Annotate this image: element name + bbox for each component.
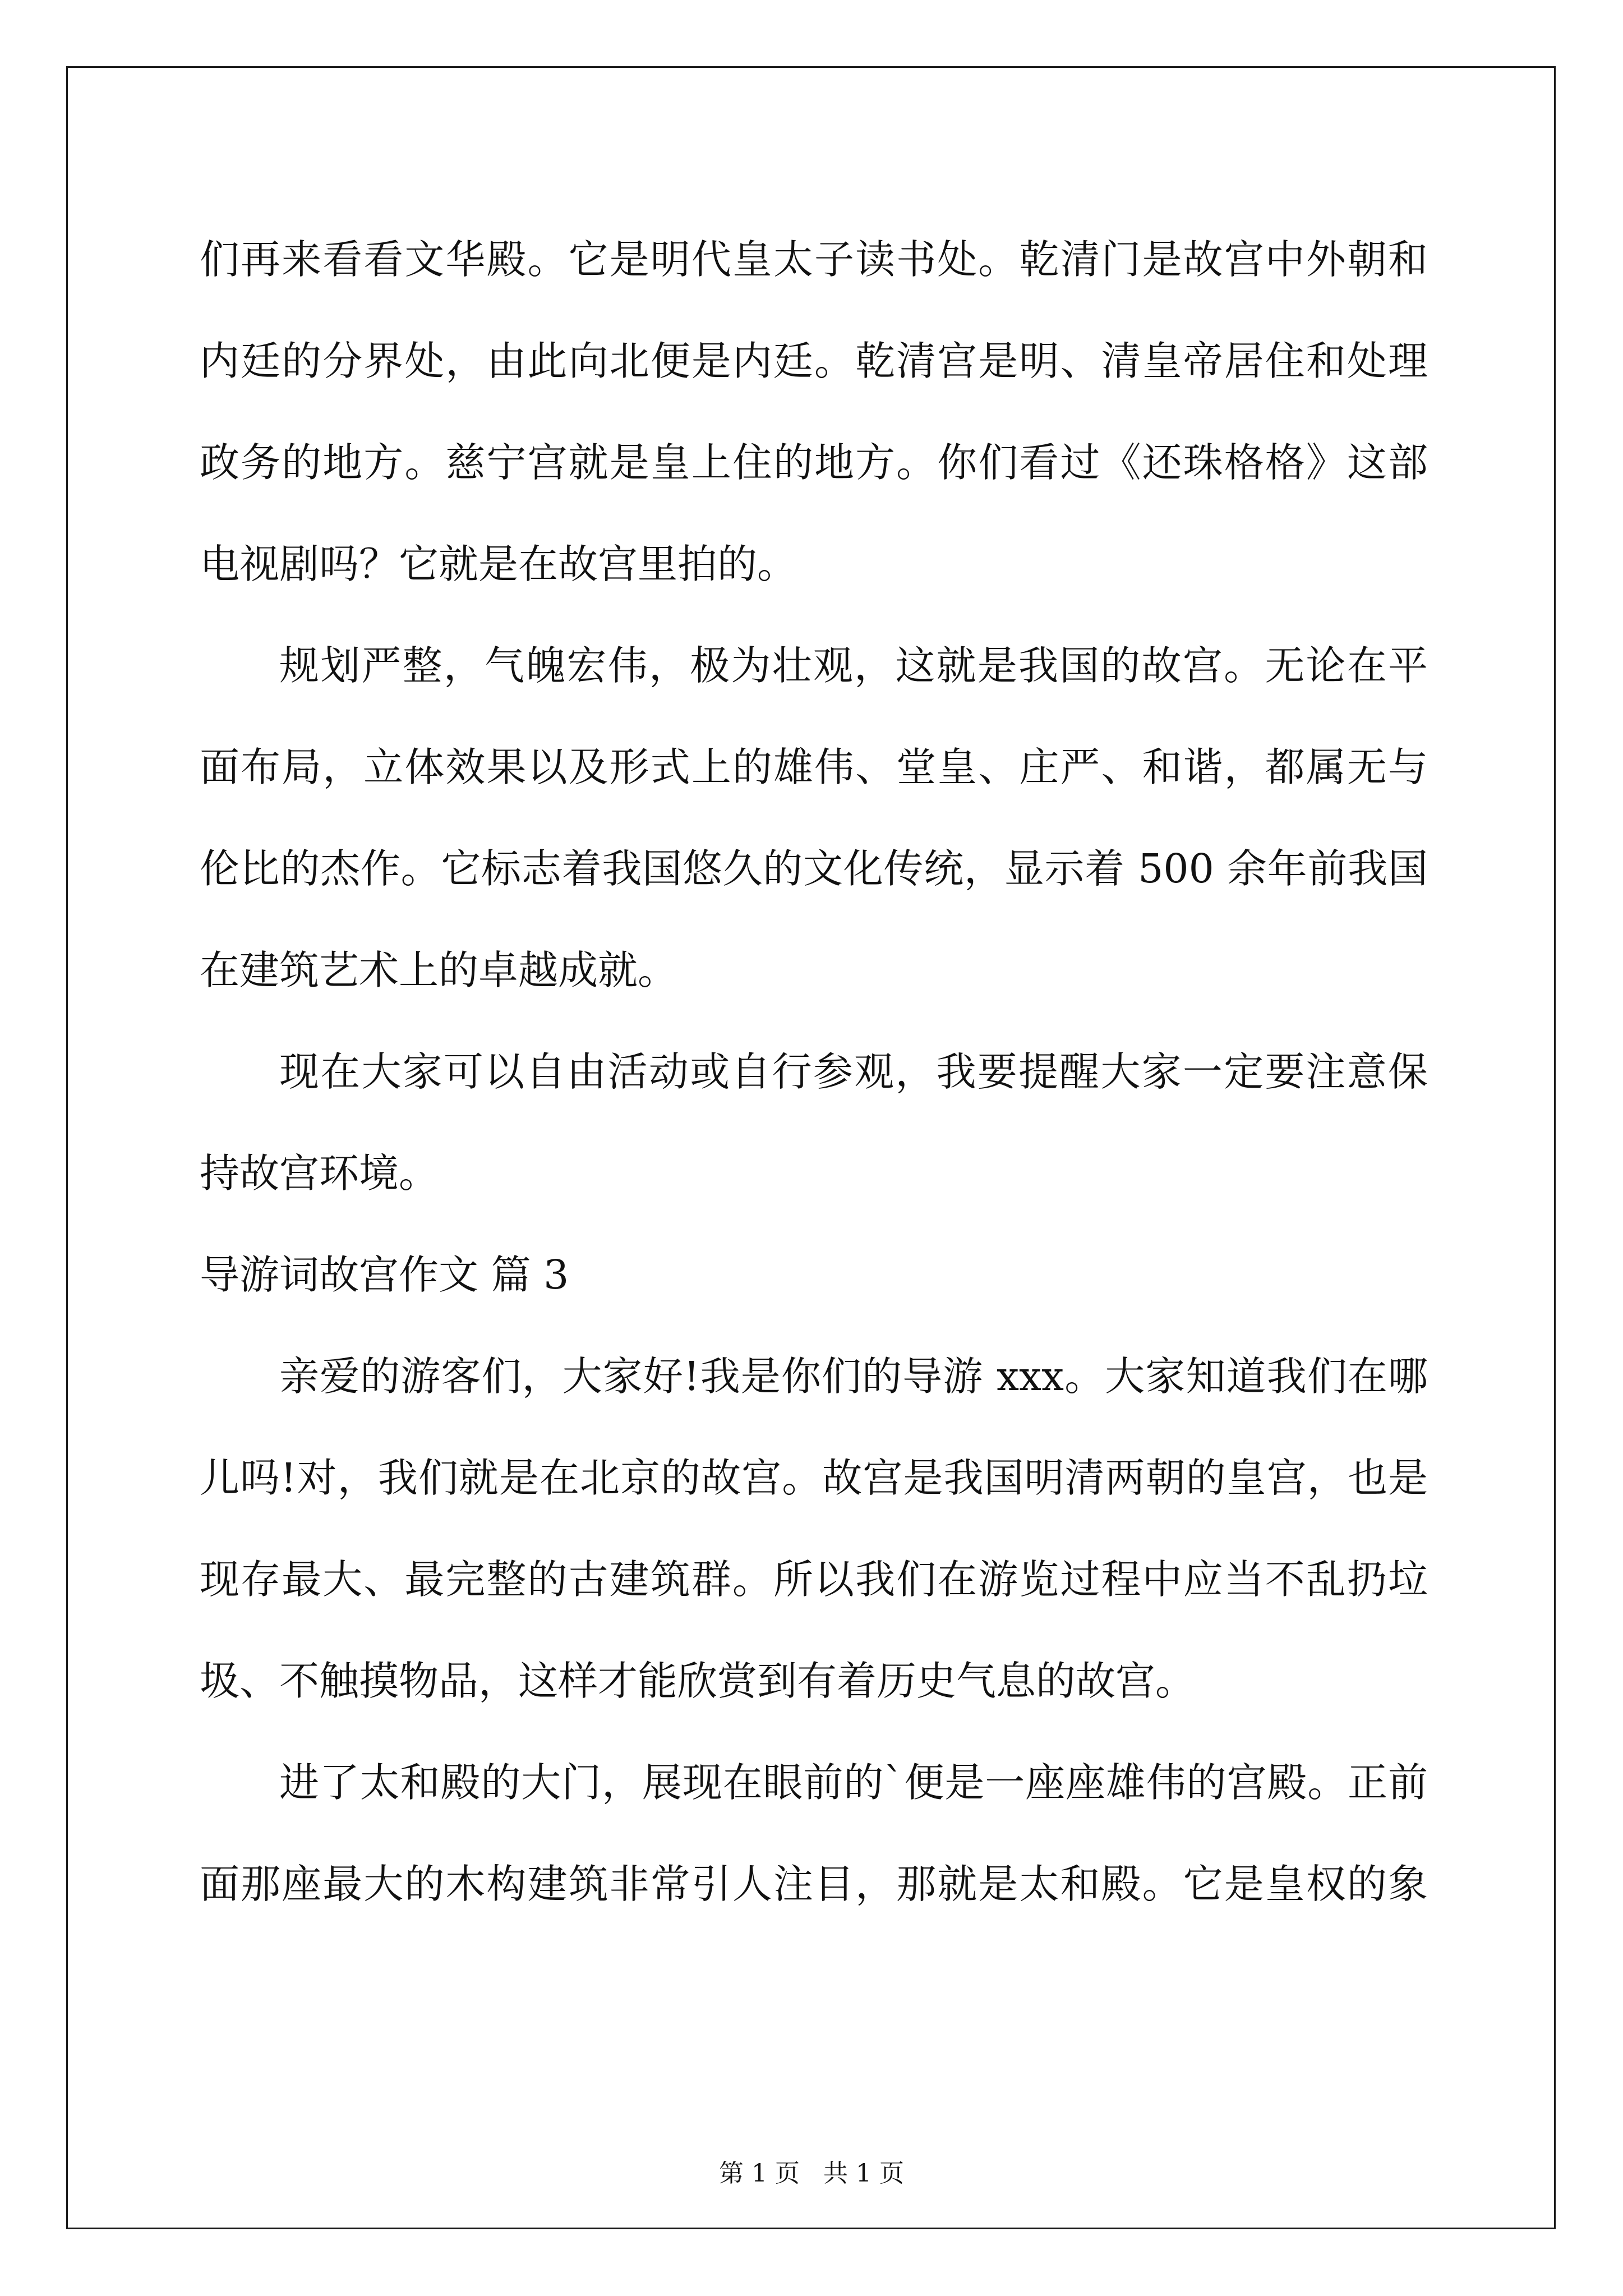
text-line: 内廷的分界处，由此向北便是内廷。乾清宫是明、清皇帝居住和处理 bbox=[200, 338, 1428, 384]
text-line: 伦比的杰作。它标志着我国悠久的文化传统，显示着 500 余年前我国 bbox=[200, 845, 1428, 892]
text-line: 圾、不触摸物品，这样才能欣赏到有着历史气息的故宫。 bbox=[200, 1658, 1196, 1704]
text-line: 现在大家可以自由活动或自行参观，我要提醒大家一定要注意保 bbox=[279, 1048, 1428, 1095]
text-line: 政务的地方。慈宁宫就是皇上住的地方。你们看过《还珠格格》这部 bbox=[200, 439, 1428, 486]
text-line: 现存最大、最完整的古建筑群。所以我们在游览过程中应当不乱扔垃 bbox=[200, 1556, 1428, 1603]
section-heading: 导游词故宫作文 篇 3 bbox=[200, 1251, 569, 1298]
text-line: 面布局，立体效果以及形式上的雄伟、堂皇、庄严、和谐，都属无与 bbox=[200, 744, 1428, 790]
document-body bbox=[200, 209, 1428, 1935]
text-line: 面那座最大的木构建筑非常引人注目，那就是太和殿。它是皇权的象 bbox=[200, 1861, 1428, 1907]
page-footer: 第 1 页 共 1 页 bbox=[719, 2159, 904, 2188]
text-line: 持故宫环境。 bbox=[200, 1150, 439, 1197]
text-line: 在建筑艺术上的卓越成就。 bbox=[200, 947, 678, 993]
text-line: 亲爱的游客们，大家好!我是你们的导游 xxx。大家知道我们在哪 bbox=[279, 1353, 1428, 1400]
text-line: 们再来看看文华殿。它是明代皇太子读书处。乾清门是故宫中外朝和 bbox=[200, 236, 1428, 283]
text-line: 电视剧吗？它就是在故宫里拍的。 bbox=[200, 541, 797, 587]
text-line: 儿吗!对，我们就是在北京的故宫。故宫是我国明清两朝的皇宫，也是 bbox=[200, 1455, 1428, 1501]
text-line: 进了太和殿的大门，展现在眼前的`便是一座座雄伟的宫殿。正前 bbox=[279, 1759, 1428, 1806]
text-line: 规划严整，气魄宏伟，极为壮观，这就是我国的故宫。无论在平 bbox=[279, 642, 1428, 689]
